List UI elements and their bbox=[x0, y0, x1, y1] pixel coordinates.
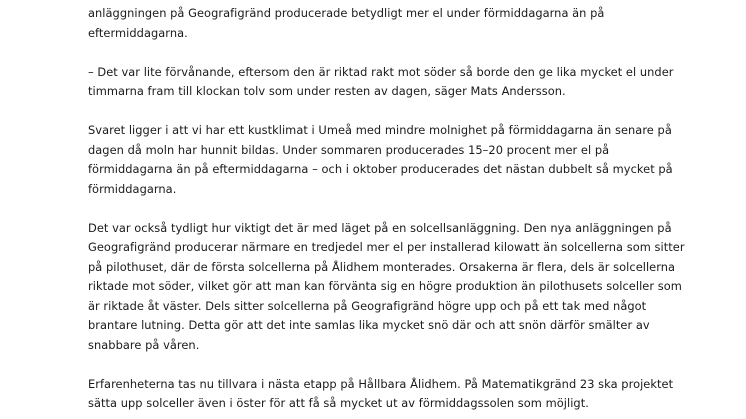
text-line: Det var också tydligt hur viktigt det är med läget på en solcellsanläggning. Den nya anläggningen på bbox=[88, 220, 672, 235]
paragraph-3 bbox=[88, 121, 688, 199]
paragraph-1 bbox=[88, 4, 688, 43]
text-line: Svaret ligger i att vi har ett kustklimat i Umeå med mindre molnighet på förmiddagarna än senare på bbox=[88, 123, 672, 137]
text-line: riktade mot söder, vilket gör att man kan förvänta sig en högre produktion än pilothusets solceller som bbox=[88, 279, 682, 293]
text-line: dagen då moln har hunnit bildas. Under sommaren producerades 15–20 procent mer el på bbox=[88, 142, 610, 157]
text-line: – Det var lite förvånande, eftersom den är riktad rakt mot söder så borde den ge lika mycket el under bbox=[88, 64, 674, 79]
text-line: snabbare på våren. bbox=[88, 337, 200, 352]
text-line: brantare lutning. Detta gör att det inte samlas lika mycket snö där och att snön därför smälter av bbox=[88, 318, 650, 332]
text-line: förmiddagarna än på eftermiddagarna – och i oktober producerades det nästan dubbelt så mycket på bbox=[88, 162, 673, 176]
text-line: på pilothuset, där de första solcellerna på Ålidhem monterades. Orsakerna är flera, dels är solcellerna bbox=[88, 259, 676, 274]
text-line: är riktade åt väster. Dels sitter solcellerna på Geografigränd högre upp och på ett tak med något bbox=[88, 298, 647, 313]
document-body bbox=[88, 4, 688, 414]
text-line: eftermiddagarna. bbox=[88, 25, 188, 40]
paragraph-2-quote bbox=[88, 63, 688, 102]
text-line: anläggningen på Geografigränd producerade betydligt mer el under förmiddagarna än på bbox=[88, 6, 605, 20]
paragraph-spacer bbox=[88, 102, 688, 122]
paragraph-spacer bbox=[88, 199, 688, 219]
text-line: Geografigränd producerar närmare en tredjedel mer el per installerad kilowatt än solcellerna som sitter bbox=[88, 240, 685, 254]
text-line: timmarna fram till klockan tolv som under resten av dagen, säger Mats Andersson. bbox=[88, 84, 566, 98]
paragraph-5 bbox=[88, 375, 688, 414]
text-line: sätta upp solceller även i öster för att få så mycket ut av förmiddagssolen som möjligt. bbox=[88, 396, 589, 410]
paragraph-spacer bbox=[88, 355, 688, 375]
paragraph-spacer bbox=[88, 43, 688, 63]
text-line: Erfarenheterna tas nu tillvara i nästa etapp på Hållbara Ålidhem. På Matematikgränd 23 ska projektet bbox=[88, 376, 674, 391]
paragraph-4 bbox=[88, 219, 688, 356]
text-line: förmiddagarna. bbox=[88, 181, 177, 196]
